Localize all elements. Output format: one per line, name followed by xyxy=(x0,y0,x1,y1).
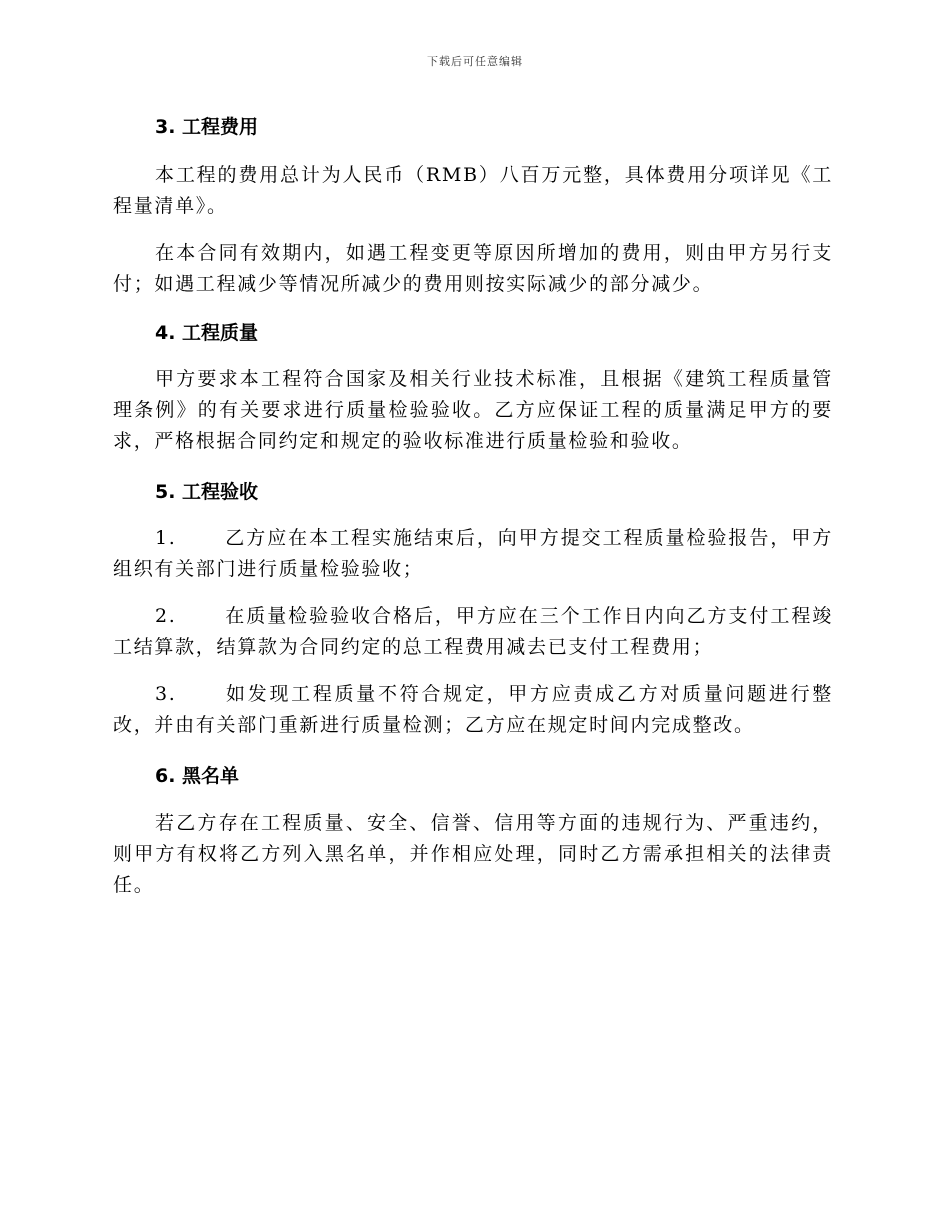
section-heading-quality: 4. 工程质量 xyxy=(155,322,259,344)
page-header: 下载后可任意编辑 xyxy=(427,55,523,68)
list-item xyxy=(113,601,833,663)
list-item-text: 乙方应在本工程实施结束后，向甲方提交工程质量检验报告，甲方组织有关部门进行质量检验验收； xyxy=(113,527,833,580)
list-item-text: 在质量检验验收合格后，甲方应在三个工作日内向乙方支付工程竣工结算款，结算款为合同约定的总工程费用减去已支付工程费用； xyxy=(113,605,833,658)
list-item-number: 1. xyxy=(155,527,177,549)
list-item xyxy=(113,523,833,585)
section-heading-blacklist: 6. 黑名单 xyxy=(155,765,240,787)
list-item-number: 2. xyxy=(155,605,177,627)
paragraph-blacklist: 若乙方存在工程质量、安全、信誉、信用等方面的违规行为、严重违约，则甲方有权将乙方列入黑名单，并作相应处理，同时乙方需承担相关的法律责任。 xyxy=(113,812,833,896)
section-heading-cost: 3. 工程费用 xyxy=(155,116,259,138)
list-item-text: 如发现工程质量不符合规定，甲方应责成乙方对质量问题进行整改，并由有关部门重新进行质量检测；乙方应在规定时间内完成整改。 xyxy=(113,683,833,736)
paragraph-quality: 甲方要求本工程符合国家及相关行业技术标准，且根据《建筑工程质量管理条例》的有关要求进行质量检验验收。乙方应保证工程的质量满足甲方的要求，严格根据合同约定和规定的验收标准进行质量检验和验收。 xyxy=(113,368,833,452)
paragraph-cost-change: 在本合同有效期内，如遇工程变更等原因所增加的费用，则由甲方另行支付；如遇工程减少等情况所减少的费用则按实际减少的部分减少。 xyxy=(113,242,833,295)
list-item xyxy=(113,679,833,741)
document-body xyxy=(113,112,833,901)
paragraph-cost-total: 本工程的费用总计为人民币（RMB）八百万元整，具体费用分项详见《工程量清单》。 xyxy=(113,164,833,217)
list-item-number: 3. xyxy=(155,683,177,705)
section-heading-acceptance: 5. 工程验收 xyxy=(155,481,259,503)
